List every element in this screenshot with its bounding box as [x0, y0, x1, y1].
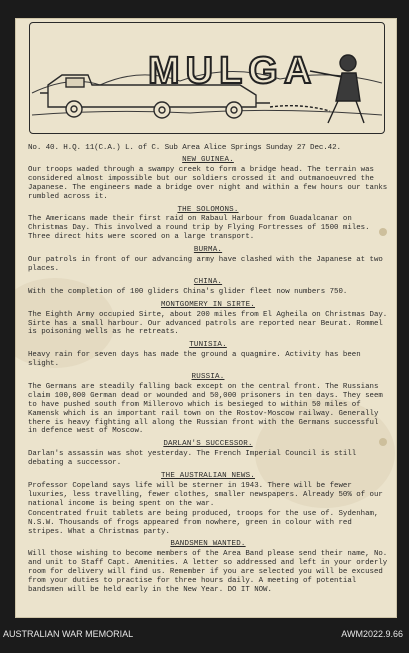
section-paragraph: The Germans are steadily falling back except on the central front. The Russians claim 100,000 German dead or wounded and 50,000 prisoners in ten days. They seem to have pushed south from Millerovo which is besieged to within 50 miles of Kamensk which is an important rail town on the Rostov-Moscow railway. Generally there is heavy fighting all along the Russian front with the Germans successful in defence west of Moscow. — [28, 382, 383, 436]
news-section — [28, 373, 388, 436]
document-sheet — [15, 18, 397, 618]
news-section — [28, 440, 388, 468]
footer — [0, 629, 409, 641]
news-section — [28, 341, 388, 369]
section-heading: BANDSMEN WANTED. — [170, 540, 246, 549]
section-paragraph: With the completion of 100 gliders China's glider fleet now numbers 750. — [28, 287, 348, 296]
section-paragraph: Professor Copeland says life will be sterner in 1943. There will be fewer luxuries, less travelling, fewer clothes, smaller newspapers. Already 50% of our national income is being spent on the war. — [28, 482, 383, 508]
section-paragraph: Darlan's assassin was shot yesterday. The French Imperial Council is still debating a successor. — [28, 450, 357, 468]
news-section — [28, 278, 388, 297]
news-section — [28, 301, 388, 338]
footer-credit: AUSTRALIAN WAR MEMORIAL — [3, 629, 134, 639]
masthead-title: MULGA — [148, 50, 318, 92]
news-section — [28, 156, 388, 202]
section-paragraph: The Americans made their first raid on Rabaul Harbour from Guadalcanar on Christmas Day. This involved a round trip by Flying Fortresses of 1500 miles. Three direct hits were scored on a large transport. — [28, 215, 370, 242]
section-heading: THE SOLOMONS. — [177, 205, 239, 214]
section-heading: RUSSIA. — [191, 373, 225, 382]
news-section — [28, 246, 388, 274]
section-heading: DARLAN'S SUCCESSOR. — [163, 440, 253, 449]
section-heading: BURMA. — [193, 246, 223, 255]
news-section — [28, 472, 388, 536]
section-paragraph: Concentrated fruit tablets are being produced, troops for the use of. Sydenham, N.S.W. Thousands of frogs appeared from nowhere, green in colour with red stripes. What a Christmas party. — [28, 509, 379, 536]
section-heading: CHINA. — [193, 277, 223, 286]
section-paragraph: Heavy rain for seven days has made the ground a quagmire. Activity has been slight. — [28, 351, 361, 369]
news-content — [28, 152, 388, 596]
section-paragraph: The Eighth Army occupied Sirte, about 200 miles from El Agheila on Christmas Day. Sirte has a small harbour. Our advanced patrols are reported near Beurat. Rommel is poisoning wells as he retreats. — [28, 310, 388, 337]
footer-id: AWM2022.9.66 — [341, 629, 403, 639]
section-heading: THE AUSTRALIAN NEWS. — [160, 472, 255, 481]
masthead — [29, 22, 385, 134]
news-section — [28, 206, 388, 243]
section-paragraph: Will those wishing to become members of the Area Band please send their name, No. and unit to Staff Capt. Amenities. A letter so addressed and left in your orderly room for delivery will find us. Remember if you are selected you will be excused from your duties to practise for three hours daily. A meeting of potential bandsmen will be held early in the New Year. DO IT NOW. — [28, 550, 388, 594]
section-heading: TUNISIA. — [189, 341, 227, 350]
section-paragraph: Our patrols in front of our advancing army have clashed with the Japanese at two places. — [28, 256, 383, 273]
issue-line: No. 40. H.Q. 11(C.A.) L. of C. Sub Area Alice Springs Sunday 27 Dec.42. — [28, 144, 341, 152]
section-paragraph: Our troops waded through a swampy creek to form a bridge head. The terrain was considered almost impossible but our soldiers crossed it and outmanoeuvred the Japanese. The engineers made a bridge over night and within a few hours our tanks rumbled across it. — [28, 165, 388, 201]
section-heading: NEW GUINEA. — [182, 156, 234, 164]
section-heading: MONTGOMERY IN SIRTE. — [160, 300, 255, 309]
news-section — [28, 540, 388, 594]
masthead-illustration — [30, 23, 384, 133]
